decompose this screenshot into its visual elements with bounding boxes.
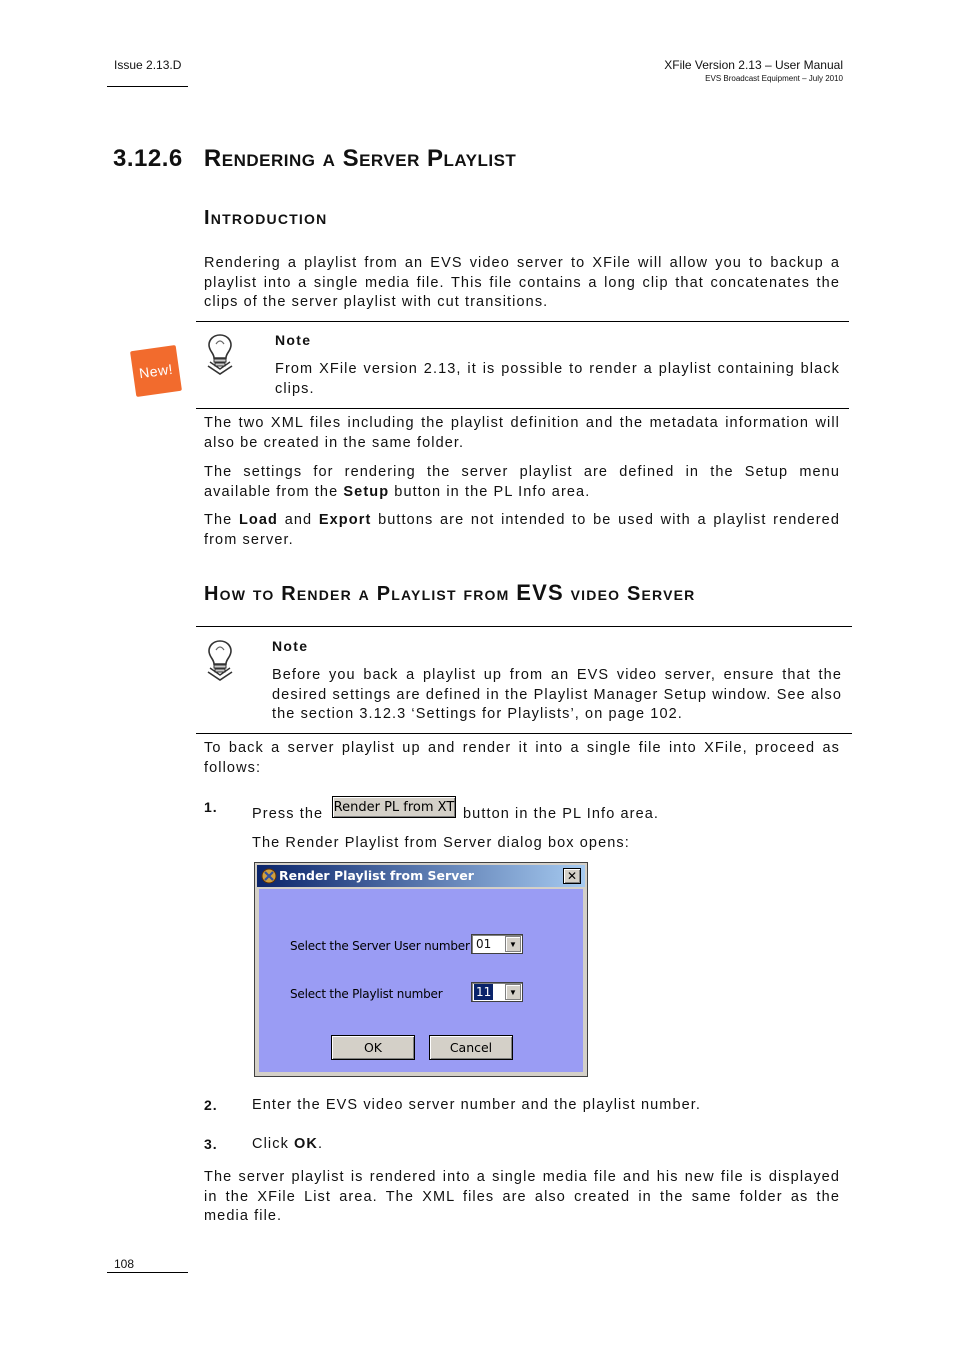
step-1-number: 1. — [204, 799, 218, 815]
note2-icon — [204, 638, 236, 687]
playlist-combo[interactable] — [471, 982, 523, 1002]
render-pl-from-xt-button[interactable]: Render PL from XT — [332, 796, 456, 818]
render-playlist-dialog — [254, 862, 588, 1077]
dialog-body — [259, 889, 583, 1072]
closing-paragraph: The server playlist is rendered into a single media file and his new file is displayed in the XFile List area. The XML files are also created in the same folder as the media file. — [204, 1169, 840, 1224]
step-1-sub: The Render Playlist from Server dialog box opens: — [252, 835, 630, 851]
intro-para-4 — [204, 511, 840, 550]
text-run: and — [278, 512, 319, 528]
intro-heading: Introduction — [204, 207, 328, 229]
new-badge: New! — [130, 345, 182, 397]
dialog-titlebar — [257, 865, 585, 887]
step-1-text-b: button in the PL Info area. — [463, 806, 660, 822]
text-run: . — [318, 1136, 324, 1152]
page-number: 108 — [114, 1257, 135, 1271]
intro-paragraph: Rendering a playlist from an EVS video server to XFile will allow you to backup a playlist into a single media file. This file contains a long clip that concatenates the clips of the server playlist with cut transitions. — [204, 255, 840, 310]
note2-bottom-rule — [196, 733, 852, 734]
text-run: button in the PL Info area. — [389, 483, 591, 500]
section-title: Rendering a Server Playlist — [203, 145, 517, 172]
load-term: Load — [238, 512, 279, 528]
server-user-value: 01 — [476, 937, 492, 951]
header-issue: Issue 2.13.D — [114, 58, 182, 72]
playlist-label: Select the Playlist number — [290, 987, 443, 1001]
section-number: 3.12.6 — [113, 145, 183, 172]
footer-rule — [107, 1272, 188, 1273]
note2-text: Before you back a playlist up from an EVS video server, ensure that the desired settings are defined in the Playlist Manager Setup window. See also the section 3.12.3 ‘Settings for Playlists’, on page 102. — [272, 667, 842, 722]
cancel-button[interactable]: Cancel — [429, 1035, 513, 1060]
header-manual-title: XFile Version 2.13 – User Manual — [664, 58, 843, 72]
note-top-rule — [196, 321, 849, 322]
setup-term: Setup — [343, 483, 390, 500]
note-icon — [204, 332, 236, 381]
note-title: Note — [275, 332, 312, 348]
step-3-number: 3. — [204, 1136, 218, 1152]
header-rule — [107, 86, 188, 87]
howto-heading-evs: EVS — [516, 580, 564, 605]
app-icon — [261, 868, 277, 891]
playlist-value: 11 — [476, 985, 492, 999]
howto-heading — [204, 580, 695, 606]
howto-heading-part: video Server — [563, 583, 696, 605]
section-heading — [113, 145, 516, 173]
text-run: Click — [252, 1136, 295, 1152]
header-company: EVS Broadcast Equipment – July 2010 — [705, 74, 843, 83]
step-3-text — [252, 1135, 323, 1155]
note-text: From XFile version 2.13, it is possible to render a playlist containing black clips. — [275, 361, 840, 397]
ok-button[interactable]: OK — [331, 1035, 415, 1060]
chevron-down-icon[interactable]: ▼ — [505, 984, 521, 1000]
intro-para-2: The two XML files including the playlist definition and the metadata information will also be created in the same folder. — [204, 415, 840, 451]
server-user-label: Select the Server User number — [290, 939, 470, 953]
text-run: The — [204, 512, 239, 528]
text-run: buttons are not intended to be used with a playlist rendered from server. — [204, 512, 840, 548]
dialog-close-button[interactable]: ✕ — [563, 868, 581, 884]
note-bottom-rule — [196, 408, 849, 409]
step-1-text-a: Press the — [252, 806, 324, 822]
howto-lead: To back a server playlist up and render it into a single file into XFile, proceed as follows: — [204, 740, 840, 776]
note2-title: Note — [272, 638, 309, 654]
text-run: The settings for rendering the server playlist are defined in the Setup menu available from the — [204, 464, 840, 500]
chevron-down-icon[interactable]: ▼ — [505, 936, 521, 952]
dialog-title: Render Playlist from Server — [279, 868, 474, 883]
ok-term: OK — [294, 1136, 318, 1152]
note2-top-rule — [196, 626, 852, 627]
step-2-number: 2. — [204, 1097, 218, 1113]
server-user-combo[interactable] — [471, 934, 523, 954]
export-term: Export — [318, 512, 372, 528]
howto-heading-part: How to Render a Playlist from — [204, 583, 517, 605]
step-2-text: Enter the EVS video server number and the playlist number. — [252, 1097, 702, 1113]
intro-para-3 — [204, 463, 840, 502]
